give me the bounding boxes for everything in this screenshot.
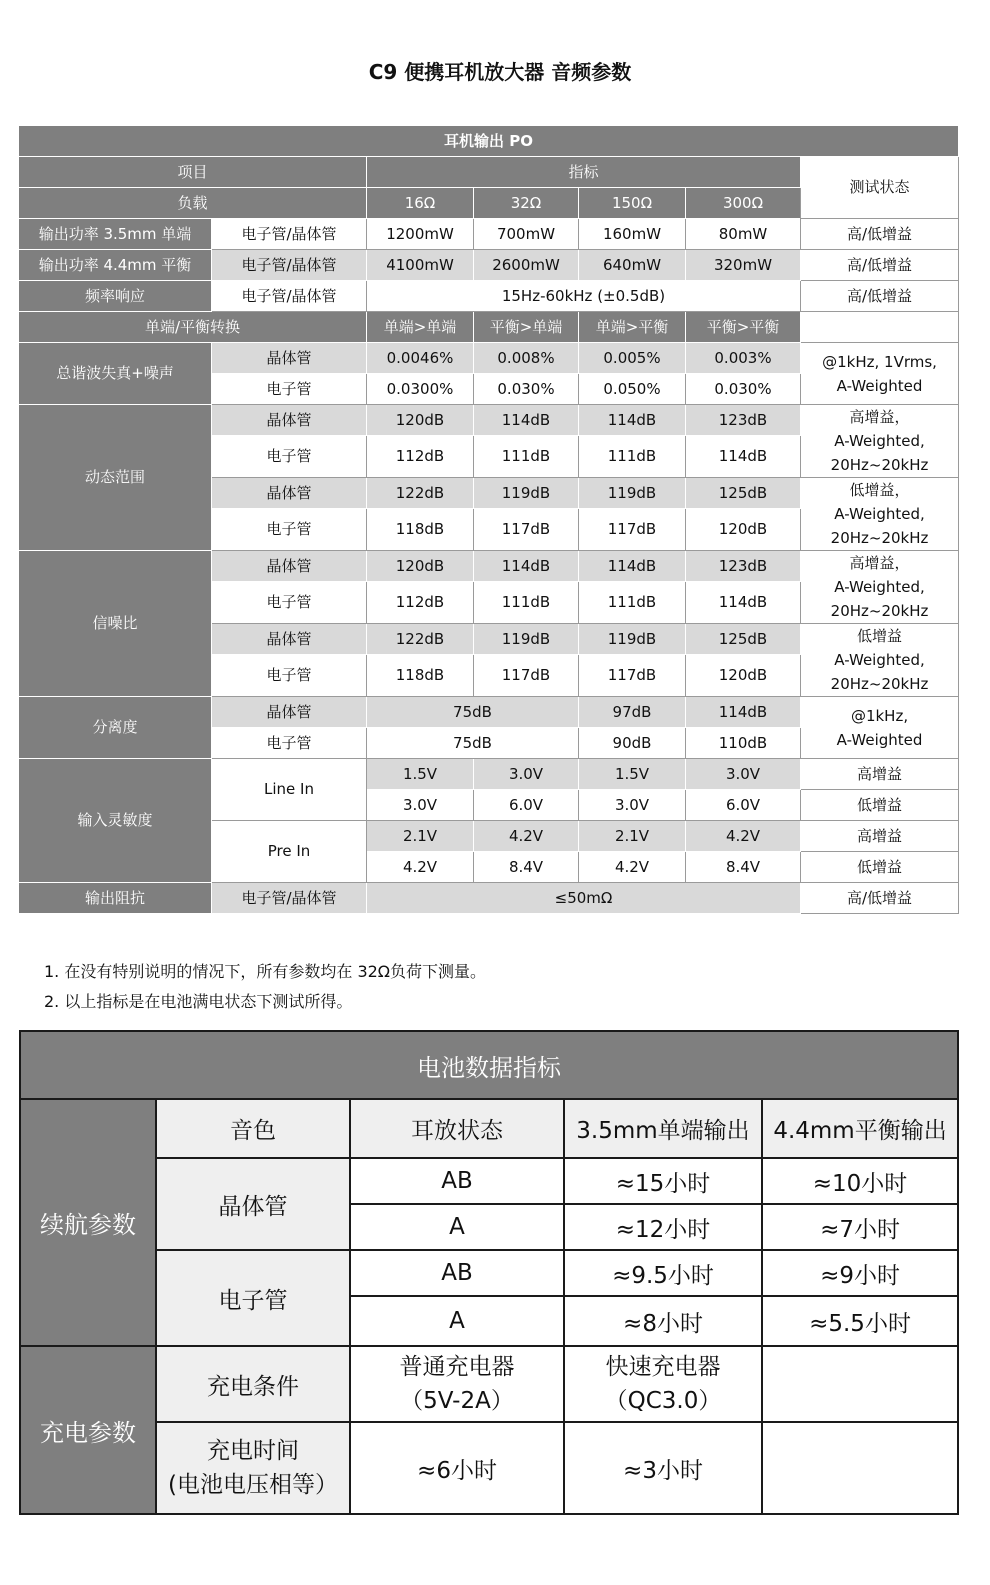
table-row <box>19 250 959 281</box>
row-label: 分离度 <box>19 697 212 759</box>
value-cell: 2.1V <box>579 821 686 852</box>
row-label: 频率响应 <box>19 281 212 312</box>
tube-type: 电子管 <box>212 509 367 551</box>
empty-cell <box>801 312 959 343</box>
charge-time-line: (电池电压相等） <box>168 1472 338 1498</box>
value-cell: 4.2V <box>686 821 801 852</box>
row-label: 动态范围 <box>19 405 212 551</box>
test-cell: 高/低增益 <box>801 250 959 281</box>
value-cell: ≈5.5小时 <box>762 1296 958 1346</box>
input-type: Line In <box>212 759 367 821</box>
value-cell: 320mW <box>686 250 801 281</box>
load-label: 负载 <box>19 188 367 219</box>
row-label: 总谐波失真+噪声 <box>19 343 212 405</box>
value-cell: 8.4V <box>686 852 801 883</box>
row-label: 输入灵敏度 <box>19 759 212 883</box>
mode-cell: 单端>平衡 <box>579 312 686 343</box>
value-cell: 119dB <box>579 624 686 655</box>
table-row <box>19 551 959 582</box>
value-cell: ≈3小时 <box>564 1422 762 1514</box>
col-amp-state: 耳放状态 <box>350 1099 564 1158</box>
amp-mode: A <box>350 1296 564 1346</box>
battery-table <box>19 1030 959 1515</box>
col-test-state: 测试状态 <box>801 157 959 219</box>
value-cell: 122dB <box>367 478 474 509</box>
value-cell: 15Hz-60kHz (±0.5dB) <box>367 281 801 312</box>
value-cell: ≈6小时 <box>350 1422 564 1514</box>
value-cell: 0.003% <box>686 343 801 374</box>
load-16: 16Ω <box>367 188 474 219</box>
table-row <box>19 219 959 250</box>
test-cell: 高/低增益 <box>801 219 959 250</box>
value-cell: 2.1V <box>367 821 474 852</box>
table-row <box>20 1422 958 1514</box>
test-line: A-Weighted, <box>834 578 925 596</box>
value-cell: 117dB <box>474 509 579 551</box>
mode-cell: 平衡>单端 <box>474 312 579 343</box>
test-line: A-Weighted, <box>834 505 925 523</box>
test-line: 20Hz~20kHz <box>830 675 929 693</box>
test-line: 低增益， <box>849 481 910 499</box>
test-line: A-Weighted <box>836 376 923 395</box>
test-line: 20Hz~20kHz <box>830 529 929 547</box>
value-cell: 117dB <box>579 509 686 551</box>
row-label: 输出功率 3.5mm 单端 <box>19 219 212 250</box>
value-cell: 75dB <box>367 697 579 728</box>
value-cell: 0.050% <box>579 374 686 405</box>
value-cell: 6.0V <box>686 790 801 821</box>
test-cell <box>801 697 959 759</box>
empty-cell <box>762 1346 958 1422</box>
value-cell: 0.005% <box>579 343 686 374</box>
value-cell: 117dB <box>579 655 686 697</box>
tube-type: 电子管 <box>212 582 367 624</box>
value-cell: 110dB <box>686 728 801 759</box>
charge-time-label <box>156 1422 350 1514</box>
load-300: 300Ω <box>686 188 801 219</box>
audio-params-table <box>18 125 959 914</box>
mode-cell: 平衡>平衡 <box>686 312 801 343</box>
tube-type: 电子管 <box>212 655 367 697</box>
value-cell: 1.5V <box>367 759 474 790</box>
value-cell: 114dB <box>474 405 579 436</box>
value-cell: ≈9.5小时 <box>564 1250 762 1296</box>
value-cell: 8.4V <box>474 852 579 883</box>
test-line: A-Weighted, <box>834 651 925 669</box>
value-cell: 114dB <box>579 405 686 436</box>
value-cell: 120dB <box>367 405 474 436</box>
tube-type: 晶体管 <box>212 551 367 582</box>
tube-type: 晶体管 <box>156 1158 350 1250</box>
test-line: 20Hz~20kHz <box>830 602 929 620</box>
value-cell: 119dB <box>579 478 686 509</box>
tube-type: 电子管/晶体管 <box>212 281 367 312</box>
test-cell <box>801 405 959 478</box>
value-cell: 114dB <box>579 551 686 582</box>
value-cell: 90dB <box>579 728 686 759</box>
value-cell: 80mW <box>686 219 801 250</box>
value-cell: 114dB <box>686 436 801 478</box>
col-se-output: 3.5mm单端输出 <box>564 1099 762 1158</box>
mode-cell: 单端>单端 <box>367 312 474 343</box>
value-cell: 3.0V <box>579 790 686 821</box>
charger-spec: （5V-2A） <box>400 1388 514 1414</box>
test-cell <box>801 624 959 697</box>
tube-type: 电子管/晶体管 <box>212 219 367 250</box>
value-cell: 112dB <box>367 436 474 478</box>
table-row <box>19 343 959 374</box>
tube-type: 晶体管 <box>212 478 367 509</box>
charge-time-line: 充电时间 <box>207 1438 299 1464</box>
value-cell: 120dB <box>367 551 474 582</box>
row-label: 信噪比 <box>19 551 212 697</box>
value-cell: 111dB <box>474 582 579 624</box>
test-line: 20Hz~20kHz <box>830 456 929 474</box>
value-cell: 3.0V <box>686 759 801 790</box>
value-cell: 111dB <box>474 436 579 478</box>
fast-charger <box>564 1346 762 1422</box>
row-label: 输出阻抗 <box>19 883 212 914</box>
value-cell: 160mW <box>579 219 686 250</box>
value-cell: 118dB <box>367 509 474 551</box>
amp-mode: AB <box>350 1158 564 1204</box>
charger-name: 快速充电器 <box>605 1354 721 1380</box>
tube-type: 电子管 <box>212 374 367 405</box>
input-type: Pre In <box>212 821 367 883</box>
load-150: 150Ω <box>579 188 686 219</box>
value-cell: 112dB <box>367 582 474 624</box>
table-row <box>19 405 959 436</box>
value-cell: 1.5V <box>579 759 686 790</box>
value-cell: 97dB <box>579 697 686 728</box>
value-cell: ≈7小时 <box>762 1204 958 1250</box>
test-cell: 高增益 <box>801 759 959 790</box>
tube-type: 晶体管 <box>212 343 367 374</box>
table-row <box>19 759 959 790</box>
value-cell: ≈15小时 <box>564 1158 762 1204</box>
test-cell: 高增益 <box>801 821 959 852</box>
test-cell: 低增益 <box>801 852 959 883</box>
value-cell: 0.0046% <box>367 343 474 374</box>
value-cell: 118dB <box>367 655 474 697</box>
charger-spec: （QC3.0） <box>604 1388 722 1414</box>
value-cell: 114dB <box>686 582 801 624</box>
test-cell: 高/低增益 <box>801 281 959 312</box>
value-cell: 3.0V <box>367 790 474 821</box>
endurance-label: 续航参数 <box>20 1099 156 1346</box>
value-cell: 0.030% <box>686 374 801 405</box>
value-cell: 1200mW <box>367 219 474 250</box>
value-cell: 123dB <box>686 551 801 582</box>
empty-cell <box>762 1422 958 1514</box>
test-cell: 高/低增益 <box>801 883 959 914</box>
amp-mode: AB <box>350 1250 564 1296</box>
row-label: 单端/平衡转换 <box>19 312 367 343</box>
charger-name: 普通充电器 <box>399 1354 515 1380</box>
test-line: A-Weighted <box>836 730 923 749</box>
value-cell: 120dB <box>686 655 801 697</box>
amp-mode: A <box>350 1204 564 1250</box>
row-label: 输出功率 4.4mm 平衡 <box>19 250 212 281</box>
test-cell <box>801 478 959 551</box>
value-cell: 640mW <box>579 250 686 281</box>
value-cell: ≈9小时 <box>762 1250 958 1296</box>
value-cell: 117dB <box>474 655 579 697</box>
tube-type: 电子管/晶体管 <box>212 250 367 281</box>
col-bal-output: 4.4mm平衡输出 <box>762 1099 958 1158</box>
value-cell: 114dB <box>686 697 801 728</box>
value-cell: 4.2V <box>579 852 686 883</box>
test-line: 高增益， <box>849 554 910 572</box>
value-cell: 111dB <box>579 582 686 624</box>
tube-type: 电子管/晶体管 <box>212 883 367 914</box>
footnote: 1. 在没有特别说明的情况下，所有参数均在 32Ω负荷下测量。 <box>44 962 487 981</box>
value-cell: 111dB <box>579 436 686 478</box>
tube-type: 电子管 <box>156 1250 350 1346</box>
value-cell: 75dB <box>367 728 579 759</box>
value-cell: 0.008% <box>474 343 579 374</box>
value-cell: 0.030% <box>474 374 579 405</box>
tube-type: 晶体管 <box>212 624 367 655</box>
value-cell: 120dB <box>686 509 801 551</box>
table-row <box>19 281 959 312</box>
normal-charger <box>350 1346 564 1422</box>
test-cell <box>801 343 959 405</box>
tube-type: 晶体管 <box>212 697 367 728</box>
value-cell: 0.0300% <box>367 374 474 405</box>
value-cell: 125dB <box>686 478 801 509</box>
tube-type: 电子管 <box>212 728 367 759</box>
value-cell: 3.0V <box>474 759 579 790</box>
value-cell: 4100mW <box>367 250 474 281</box>
table-row <box>19 697 959 728</box>
test-cell <box>801 551 959 624</box>
charge-label: 充电参数 <box>20 1346 156 1514</box>
col-timbre: 音色 <box>156 1099 350 1158</box>
value-cell: 700mW <box>474 219 579 250</box>
table-row <box>19 312 959 343</box>
table-row <box>19 883 959 914</box>
load-32: 32Ω <box>474 188 579 219</box>
value-cell: 2600mW <box>474 250 579 281</box>
value-cell: 119dB <box>474 624 579 655</box>
test-line: @1kHz, 1Vrms, <box>822 352 937 371</box>
value-cell: 4.2V <box>474 821 579 852</box>
value-cell: 123dB <box>686 405 801 436</box>
col-item: 项目 <box>19 157 367 188</box>
value-cell: 4.2V <box>367 852 474 883</box>
value-cell: 119dB <box>474 478 579 509</box>
value-cell: ≈12小时 <box>564 1204 762 1250</box>
charge-condition-label: 充电条件 <box>156 1346 350 1422</box>
tube-type: 晶体管 <box>212 405 367 436</box>
table-row <box>20 1250 958 1296</box>
value-cell: ≈10小时 <box>762 1158 958 1204</box>
tube-type: 电子管 <box>212 436 367 478</box>
value-cell: ≈8小时 <box>564 1296 762 1346</box>
value-cell: ≤50mΩ <box>367 883 801 914</box>
value-cell: 125dB <box>686 624 801 655</box>
value-cell: 6.0V <box>474 790 579 821</box>
test-cell: 低增益 <box>801 790 959 821</box>
test-line: @1kHz, <box>850 706 909 725</box>
table-row <box>20 1346 958 1422</box>
test-line: A-Weighted, <box>834 432 925 450</box>
battery-table-header: 电池数据指标 <box>20 1031 958 1099</box>
test-line: 高增益， <box>849 408 910 426</box>
col-indicator: 指标 <box>367 157 801 188</box>
value-cell: 114dB <box>474 551 579 582</box>
table-header: 耳机输出 PO <box>19 126 959 157</box>
value-cell: 122dB <box>367 624 474 655</box>
footnote: 2. 以上指标是在电池满电状态下测试所得。 <box>44 992 353 1011</box>
footnotes <box>44 957 486 1017</box>
table-row <box>20 1158 958 1204</box>
page-title: C9 便携耳机放大器 音频参数 <box>368 60 632 84</box>
test-line: 低增益 <box>857 627 903 645</box>
